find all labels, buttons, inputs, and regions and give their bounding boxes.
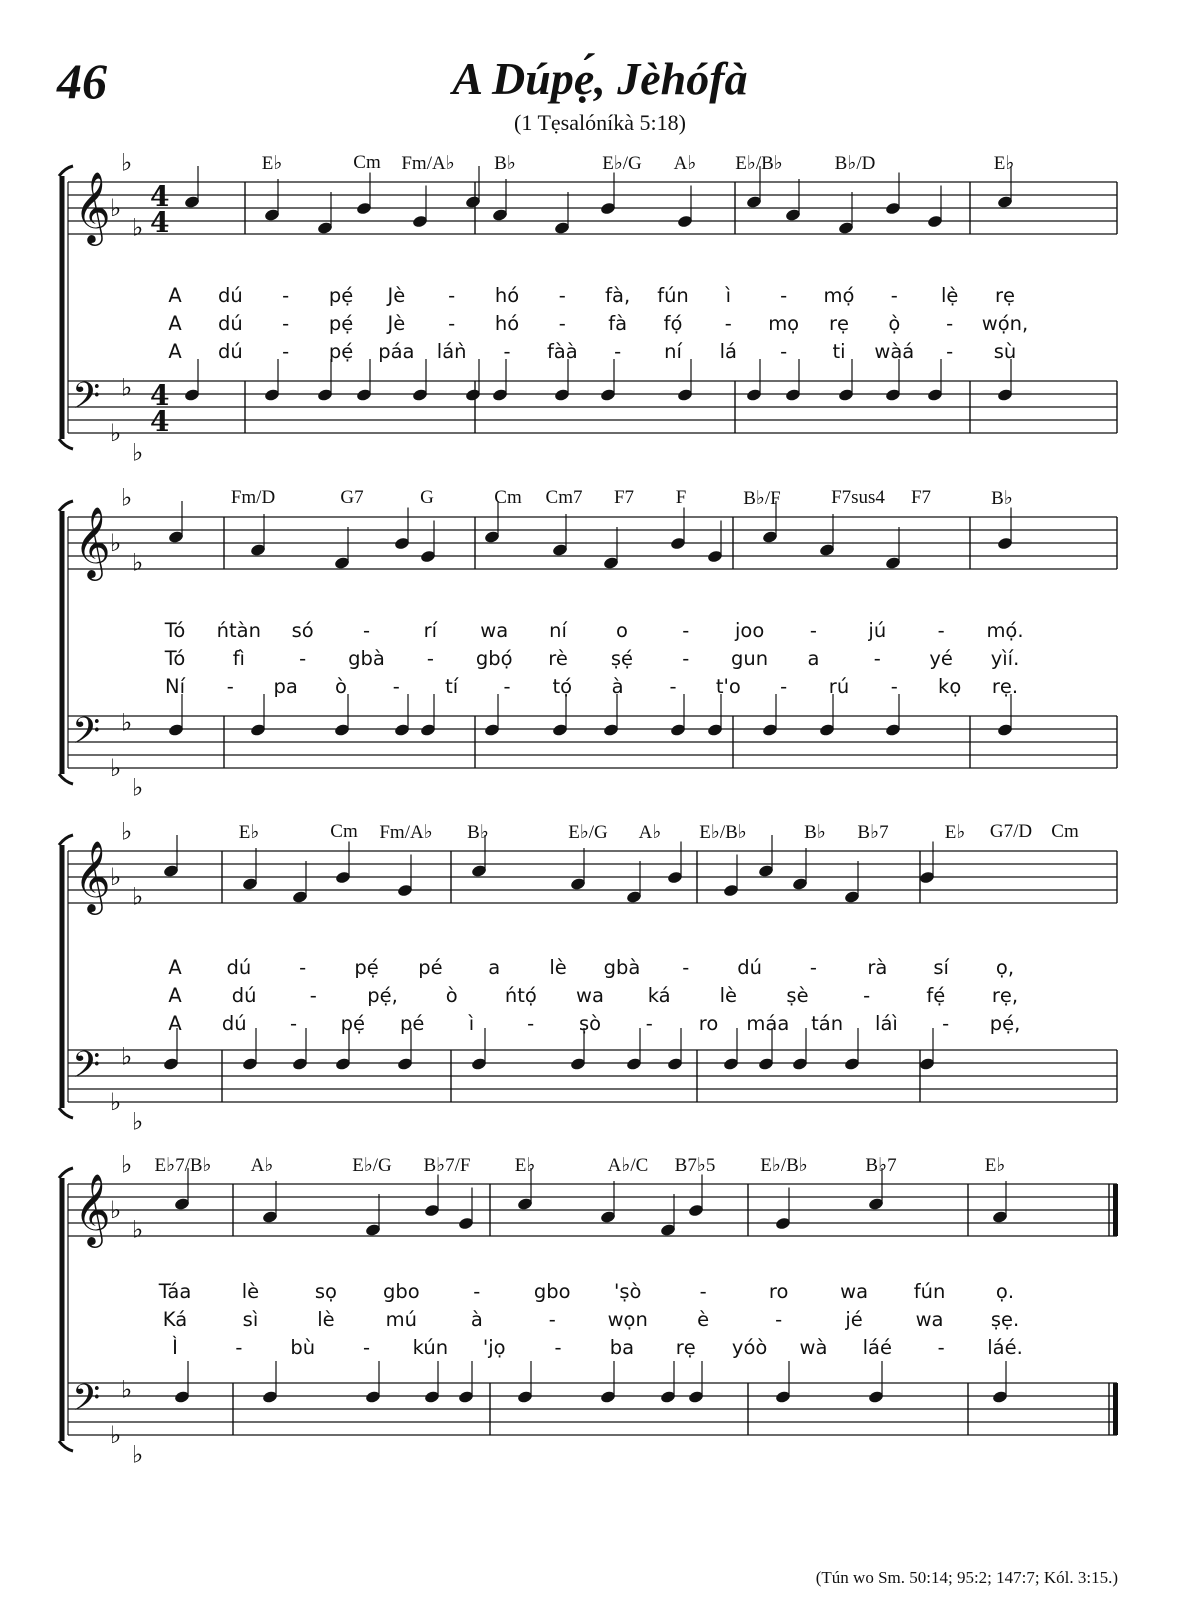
lyric-verse-1: sí — [933, 956, 949, 979]
lyric-verse-2: fẹ́ — [926, 984, 946, 1007]
chord-symbol: Cm — [330, 821, 358, 842]
lyric-verse-3: t'o — [715, 675, 741, 698]
lyric-verse-3: ní — [664, 340, 682, 363]
system-bracket — [59, 1168, 73, 1178]
flat-sign: ♭ — [132, 1440, 144, 1469]
lyric-verse-2: sì — [242, 1308, 259, 1331]
lyric-verse-3: A — [168, 340, 182, 363]
chord-symbol: F — [675, 487, 687, 508]
chord-symbol: E♭/G — [568, 822, 608, 843]
chord-symbol: B♭7 — [857, 822, 889, 843]
chord-symbol: F7 — [613, 487, 635, 508]
hymn-title: A Dúpẹ́, Jèhófà — [452, 53, 748, 104]
chord-symbol: B7♭5 — [674, 1155, 716, 1176]
lyric-verse-1: dú — [217, 284, 243, 307]
lyric-verse-3: - — [669, 675, 677, 698]
lyric-verse-1: dú — [226, 956, 252, 979]
system-bracket — [59, 501, 73, 511]
chord-symbol: F7sus4 — [831, 487, 885, 508]
lyric-verse-2: fì — [232, 647, 245, 670]
lyric-verse-2: dú — [217, 312, 243, 335]
lyric-verse-1: pẹ́ — [354, 956, 379, 979]
chord-symbol: Cm7 — [545, 487, 583, 508]
chord-symbol: G7/D — [989, 821, 1033, 842]
time-signature: 4 — [150, 379, 170, 412]
chord-symbol: A♭ — [638, 822, 662, 843]
lyric-verse-3: - — [392, 675, 400, 698]
lyric-verse-1: ro — [768, 1280, 789, 1303]
hymn-number: 46 — [57, 53, 107, 109]
lyric-verse-3: rú — [828, 675, 850, 698]
lyric-verse-3: tán — [811, 1012, 844, 1035]
lyric-verse-3: - — [554, 1336, 562, 1359]
lyric-verse-1: - — [448, 284, 456, 307]
lyric-verse-2: fà — [608, 312, 628, 335]
chord-symbol: G7 — [340, 487, 364, 508]
lyric-verse-1: pẹ́ — [328, 284, 354, 307]
flat-sign: ♭ — [132, 438, 144, 467]
system-bracket — [59, 1108, 73, 1118]
lyric-verse-1: ní — [549, 619, 567, 642]
lyric-verse-2: ṣè — [786, 984, 809, 1007]
chord-symbol: B♭ — [494, 153, 516, 174]
chord-symbol: G — [420, 487, 434, 508]
flat-sign: ♭ — [121, 1042, 133, 1071]
lyric-verse-2: - — [724, 312, 732, 335]
lyric-verse-1: - — [682, 956, 690, 979]
flat-sign: ♭ — [110, 194, 122, 222]
lyric-verse-3: ṣò — [578, 1012, 602, 1035]
chord-symbol: B♭ — [804, 822, 826, 843]
lyric-verse-2: dú — [231, 984, 257, 1007]
lyric-verse-1: A — [168, 284, 182, 307]
lyric-verse-1: gbo — [533, 1280, 571, 1303]
lyric-verse-1: joo — [734, 619, 765, 642]
chord-symbol: B♭ — [991, 488, 1013, 509]
lyric-verse-3: rẹ. — [991, 675, 1019, 698]
lyric-verse-3: ì — [468, 1012, 475, 1035]
lyric-verse-2: - — [426, 647, 434, 670]
chord-symbol: Cm — [494, 487, 522, 508]
lyric-verse-3: - — [226, 675, 234, 698]
lyric-verse-3: pẹ́ — [328, 340, 354, 363]
chord-symbol: E♭ — [944, 822, 966, 843]
lyric-verse-2: mọ — [768, 312, 800, 335]
flat-sign: ♭ — [121, 148, 133, 177]
lyric-verse-3: - — [614, 340, 622, 363]
lyric-verse-3: - — [503, 675, 511, 698]
lyric-verse-3: pa — [273, 675, 298, 698]
final-barline — [1113, 1184, 1118, 1236]
treble-clef: 𝄞 — [74, 170, 111, 243]
lyric-verse-2: wọ́n, — [981, 312, 1029, 335]
flat-sign: ♭ — [121, 817, 133, 846]
lyric-verse-3: Ì — [172, 1336, 178, 1359]
flat-sign: ♭ — [132, 213, 144, 242]
lyric-verse-1: rẹ — [994, 284, 1016, 307]
flat-sign: ♭ — [132, 882, 144, 911]
lyric-verse-1: lè — [549, 956, 567, 979]
chord-symbol: B♭/F — [743, 488, 781, 509]
chord-symbol: E♭ — [238, 822, 260, 843]
time-signature: 4 — [150, 405, 170, 438]
lyric-verse-1: Táa — [158, 1280, 192, 1303]
lyric-verse-1: gbà — [603, 956, 641, 979]
lyric-verse-3: kún — [412, 1336, 449, 1359]
lyric-verse-3: dú — [217, 340, 243, 363]
lyric-verse-2: ọ̀ — [888, 312, 901, 335]
chord-symbol: B♭/D — [834, 153, 876, 174]
lyric-verse-2: rè — [548, 647, 568, 670]
lyric-verse-1: sọ — [314, 1280, 337, 1303]
chord-symbol: E♭/G — [352, 1155, 392, 1176]
lyric-verse-3: tọ́ — [552, 675, 573, 698]
lyric-verse-2: - — [448, 312, 456, 335]
lyric-verse-2: wa — [915, 1308, 944, 1331]
lyric-verse-3: - — [942, 1012, 950, 1035]
scripture-reference: (1 Tẹsalóníkà 5:18) — [514, 110, 686, 135]
chord-symbol: E♭7/B♭ — [154, 1155, 212, 1176]
chord-symbol: F7 — [910, 487, 932, 508]
lyric-verse-3: Ní — [164, 675, 186, 698]
flat-sign: ♭ — [132, 1215, 144, 1244]
lyric-verse-3: - — [282, 340, 290, 363]
lyric-verse-1: - — [809, 619, 817, 642]
lyric-verse-1: jú — [868, 619, 887, 642]
lyric-verse-3: lá — [719, 340, 738, 363]
lyric-verse-2: - — [548, 1308, 556, 1331]
chord-symbol: B♭ — [467, 822, 489, 843]
lyric-verse-2: lè — [719, 984, 738, 1007]
lyric-verse-3: - — [363, 1336, 371, 1359]
lyric-verse-2: Tó — [164, 647, 186, 670]
bass-clef: 𝄢 — [72, 1377, 101, 1428]
lyric-verse-2: - — [873, 647, 881, 670]
flat-sign: ♭ — [121, 483, 133, 512]
chord-symbol: E♭ — [514, 1155, 536, 1176]
chord-symbol: Fm/A♭ — [379, 822, 433, 843]
flat-sign: ♭ — [110, 529, 122, 557]
lyric-verse-3: tí — [445, 675, 459, 698]
chord-symbol: E♭ — [993, 153, 1015, 174]
lyric-verse-1: rí — [423, 619, 438, 642]
lyric-verse-1: - — [682, 619, 690, 642]
treble-clef: 𝄞 — [74, 505, 111, 578]
chord-symbol: E♭ — [984, 1155, 1006, 1176]
flat-sign: ♭ — [132, 773, 144, 802]
lyric-verse-1: 'ṣò — [613, 1280, 642, 1303]
lyric-verse-2: - — [775, 1308, 783, 1331]
lyric-verse-1: pé — [418, 956, 443, 979]
chord-symbol: A♭/C — [607, 1155, 649, 1176]
lyric-verse-3: rẹ — [675, 1336, 696, 1359]
lyric-verse-2: gun — [731, 647, 769, 670]
lyric-verse-2: Jè — [387, 312, 406, 335]
lyric-verse-2: yìí. — [990, 647, 1020, 670]
lyric-verse-2: fọ́ — [663, 312, 683, 335]
treble-clef: 𝄞 — [74, 1172, 111, 1245]
lyric-verse-1: gbo — [383, 1280, 420, 1303]
lyric-verse-2: A — [168, 984, 182, 1007]
cross-references: (Tún wo Sm. 50:14; 95:2; 147:7; Kól. 3:15.) — [815, 1568, 1118, 1587]
lyric-verse-2: pẹ́, — [367, 984, 398, 1007]
lyric-verse-1: mọ́. — [986, 619, 1024, 642]
lyric-verse-3: - — [890, 675, 898, 698]
flat-sign: ♭ — [132, 1107, 144, 1136]
lyric-verse-2: wa — [576, 984, 604, 1007]
lyric-verse-3: wà — [799, 1336, 828, 1359]
lyric-verse-3: wàá — [874, 340, 915, 363]
chord-symbol: Fm/A♭ — [401, 153, 455, 174]
time-signature: 4 — [150, 180, 170, 213]
lyric-verse-3: fàà — [546, 340, 578, 363]
lyric-verse-2: ká — [647, 984, 671, 1007]
lyric-verse-1: - — [890, 284, 898, 307]
chord-symbol: Cm — [353, 152, 381, 173]
lyric-verse-3: bù — [290, 1336, 316, 1359]
lyric-verse-1: - — [473, 1280, 481, 1303]
lyric-verse-3: láé — [862, 1336, 892, 1359]
lyric-verse-2: Ká — [162, 1308, 188, 1331]
chord-symbol: E♭/G — [602, 153, 642, 174]
lyric-verse-2: - — [558, 312, 566, 335]
lyric-verse-3: dú — [221, 1012, 247, 1035]
lyric-verse-3: 'jọ — [482, 1336, 506, 1359]
lyric-verse-3: sù — [993, 340, 1017, 363]
lyric-verse-2: - — [946, 312, 954, 335]
lyric-verse-3: ba — [609, 1336, 635, 1359]
lyric-verse-2: - — [863, 984, 871, 1007]
chord-symbol: E♭ — [261, 153, 283, 174]
lyric-verse-2: gbà — [348, 647, 385, 670]
flat-sign: ♭ — [110, 863, 122, 891]
lyric-verse-2: - — [299, 647, 307, 670]
flat-sign: ♭ — [110, 1088, 122, 1116]
lyric-verse-2: mú — [385, 1308, 418, 1331]
lyric-verse-3: - — [780, 340, 788, 363]
lyric-verse-1: - — [282, 284, 290, 307]
lyric-verse-3: - — [645, 1012, 653, 1035]
lyric-verse-1: - — [780, 284, 788, 307]
lyric-verse-2: - — [309, 984, 317, 1007]
lyric-verse-3: láì — [875, 1012, 898, 1035]
lyric-verse-3: ti — [832, 340, 846, 363]
lyric-verse-1: wa — [480, 619, 509, 642]
flat-sign: ♭ — [110, 754, 122, 782]
lyric-verse-2: ò — [445, 984, 458, 1007]
flat-sign: ♭ — [121, 1150, 133, 1179]
lyric-verse-2: ṣẹ́ — [610, 647, 634, 670]
chord-symbol: A♭ — [673, 153, 697, 174]
system-bracket — [59, 774, 73, 784]
lyric-verse-1: Jè — [387, 284, 406, 307]
lyric-verse-2: rẹ, — [991, 984, 1019, 1007]
lyric-verse-2: - — [682, 647, 690, 670]
lyric-verse-1: mọ́ — [823, 284, 855, 307]
flat-sign: ♭ — [121, 708, 133, 737]
chord-symbol: E♭/B♭ — [735, 153, 783, 174]
lyric-verse-3: páa — [378, 340, 415, 363]
lyric-verse-3: - — [235, 1336, 243, 1359]
lyric-verse-3: - — [780, 675, 788, 698]
lyric-verse-3: à — [611, 675, 624, 698]
lyric-verse-2: è — [697, 1308, 710, 1331]
lyric-verse-2: lè — [317, 1308, 335, 1331]
bass-clef: 𝄢 — [72, 1044, 101, 1095]
lyric-verse-3: pẹ́, — [989, 1012, 1021, 1035]
lyric-verse-1: fún — [913, 1280, 946, 1303]
lyric-verse-2: gbọ́ — [475, 647, 513, 670]
lyric-verse-1: ńtàn — [216, 619, 262, 642]
lyric-verse-3: pé — [399, 1012, 425, 1035]
lyric-verse-1: Tó — [164, 619, 186, 642]
lyric-verse-2: ńtọ́ — [504, 984, 537, 1007]
lyric-verse-2: a — [807, 647, 820, 670]
bass-clef: 𝄢 — [72, 375, 101, 426]
lyric-verse-3: ro — [698, 1012, 719, 1035]
lyric-verse-3: - — [527, 1012, 535, 1035]
lyric-verse-2: yé — [929, 647, 953, 670]
lyric-verse-1: - — [937, 619, 945, 642]
lyric-verse-3: láǹ — [436, 340, 467, 363]
final-barline — [1113, 1383, 1118, 1435]
lyric-verse-3: - — [937, 1336, 945, 1359]
lyric-verse-1: fà, — [605, 284, 631, 307]
lyric-verse-1: fún — [657, 284, 689, 307]
time-signature: 4 — [150, 206, 170, 239]
lyric-verse-1: o — [615, 619, 628, 642]
chord-symbol: B♭7 — [865, 1155, 897, 1176]
lyric-verse-1: wa — [840, 1280, 869, 1303]
lyric-verse-1: - — [699, 1280, 707, 1303]
lyric-verse-2: hó — [494, 312, 520, 335]
flat-sign: ♭ — [110, 1196, 122, 1224]
lyric-verse-1: - — [299, 956, 307, 979]
lyric-verse-3: yóò — [731, 1336, 768, 1359]
chord-symbol: Cm — [1051, 821, 1079, 842]
system-bracket — [59, 439, 73, 449]
flat-sign: ♭ — [110, 1421, 122, 1449]
lyric-verse-1: ọ, — [995, 956, 1015, 979]
lyric-verse-1: A — [168, 956, 182, 979]
chord-symbol: B♭7/F — [423, 1155, 471, 1176]
lyric-verse-1: - — [809, 956, 817, 979]
system-bracket — [59, 166, 73, 176]
lyric-verse-1: hó — [494, 284, 520, 307]
lyric-verse-2: pẹ́ — [328, 312, 354, 335]
lyric-verse-1: rà — [867, 956, 888, 979]
lyric-verse-3: - — [503, 340, 511, 363]
flat-sign: ♭ — [121, 1375, 133, 1404]
lyric-verse-3: - — [290, 1012, 298, 1035]
lyric-verse-1: dú — [737, 956, 762, 979]
chord-symbol: Fm/D — [230, 487, 276, 508]
lyric-verse-3: A — [168, 1012, 182, 1035]
flat-sign: ♭ — [121, 373, 133, 402]
bass-clef: 𝄢 — [72, 710, 101, 761]
lyric-verse-3: máa — [746, 1012, 790, 1035]
lyric-verse-1: a — [488, 956, 501, 979]
system-bracket — [59, 835, 73, 845]
lyric-verse-2: jé — [845, 1308, 863, 1331]
lyric-verse-2: ṣẹ. — [990, 1308, 1020, 1331]
lyric-verse-3: pẹ́ — [340, 1012, 366, 1035]
system-bracket — [59, 1441, 73, 1451]
flat-sign: ♭ — [132, 548, 144, 577]
lyric-verse-1: - — [363, 619, 371, 642]
lyric-verse-3: láé. — [987, 1336, 1023, 1359]
lyric-verse-1: - — [558, 284, 566, 307]
lyric-verse-2: rẹ — [828, 312, 850, 335]
lyric-verse-1: lè — [241, 1280, 260, 1303]
chord-symbol: A♭ — [250, 1155, 274, 1176]
lyric-verse-1: só — [291, 619, 314, 642]
lyric-verse-2: à — [470, 1308, 483, 1331]
lyric-verse-3: kọ — [938, 675, 962, 698]
chord-symbol: E♭/B♭ — [699, 822, 747, 843]
lyric-verse-2: wọn — [607, 1308, 648, 1331]
lyric-verse-3: - — [946, 340, 954, 363]
lyric-verse-2: - — [282, 312, 290, 335]
lyric-verse-2: A — [168, 312, 182, 335]
flat-sign: ♭ — [110, 419, 122, 447]
lyric-verse-1: ọ. — [995, 1280, 1015, 1303]
treble-clef: 𝄞 — [74, 839, 111, 912]
lyric-verse-1: ì — [725, 284, 732, 307]
lyric-verse-1: lẹ̀ — [940, 284, 959, 307]
chord-symbol: E♭/B♭ — [760, 1155, 808, 1176]
lyric-verse-3: ò — [335, 675, 347, 698]
